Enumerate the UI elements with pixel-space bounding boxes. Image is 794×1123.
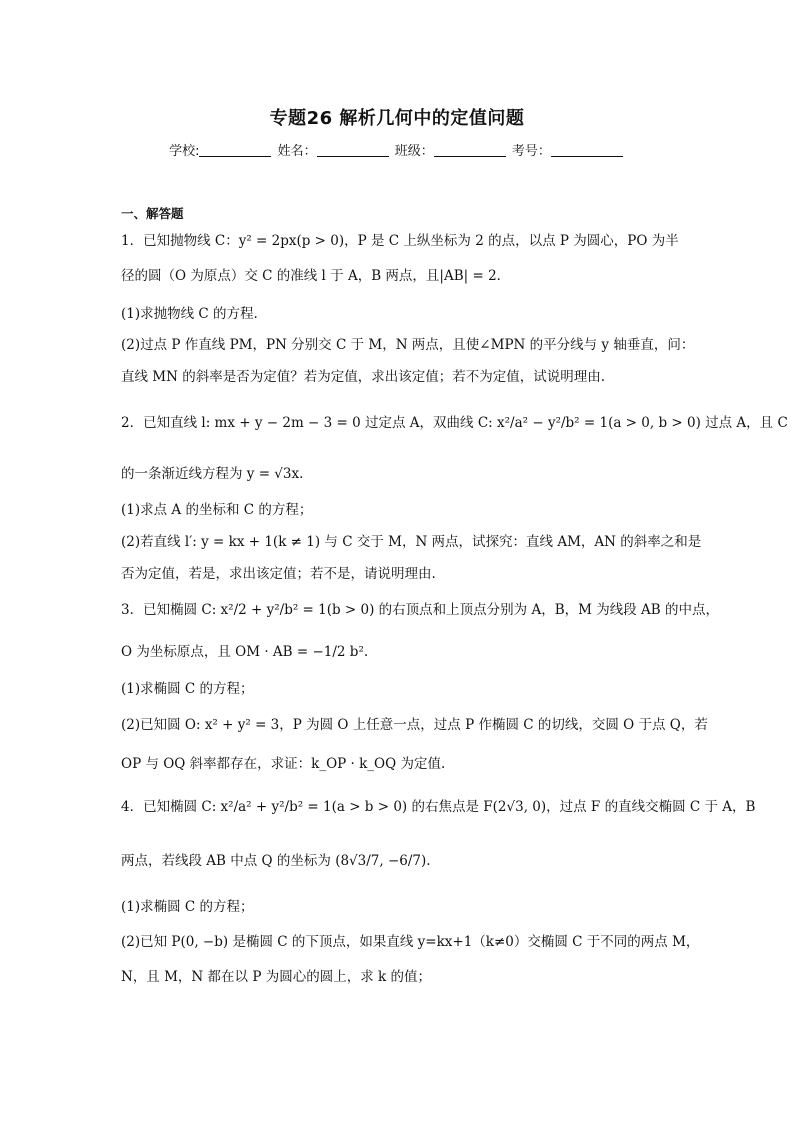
exam-number-blank[interactable] bbox=[551, 144, 623, 157]
problem-2-part-1: (1)求点 A 的坐标和 C 的方程； bbox=[121, 502, 313, 518]
problem-4-part-1: (1)求椭圆 C 的方程； bbox=[121, 899, 254, 915]
problem-3-part-1: (1)求椭圆 C 的方程； bbox=[121, 681, 254, 697]
problem-1-part-2-line-1: (2)过点 P 作直线 PM，PN 分别交 C 于 M，N 两点，且使∠MPN 的平分线与 y 轴垂直，问： bbox=[121, 337, 695, 353]
problem-1-part-2-line-2: 直线 MN 的斜率是否为定值？若为定值，求出该定值；若不为定值，试说明理由. bbox=[121, 369, 606, 385]
problem-3-part-2-line-1: (2)已知圆 O: x² + y² = 3，P 为圆 O 上任意一点，过点 P 作椭圆 C 的切线，交圆 O 于点 Q，若 bbox=[121, 717, 708, 733]
problem-4-part-2-line-2: N，且 M，N 都在以 P 为圆心的圆上，求 k 的值； bbox=[121, 969, 431, 985]
problem-2-part-2-line-1: (2)若直线 l′: y = kx + 1(k ≠ 1) 与 C 交于 M，N 两点，试探究：直线 AM，AN 的斜率之和是 bbox=[121, 534, 702, 550]
problem-2-part-2-line-2: 否为定值，若是，求出该定值；若不是，请说明理由. bbox=[121, 566, 436, 582]
problem-1-line-2: 径的圆（O 为原点）交 C 的准线 l 于 A，B 两点，且|AB| = 2． bbox=[121, 268, 511, 284]
info-fields bbox=[0, 140, 794, 159]
problem-4-line-2: 两点，若线段 AB 中点 Q 的坐标为 (8√3/7, −6/7). bbox=[121, 853, 431, 869]
name-blank[interactable] bbox=[317, 144, 389, 157]
name-label: 姓名： bbox=[277, 144, 317, 159]
problem-2-line-2: 的一条渐近线方程为 y = √3x. bbox=[121, 466, 304, 482]
problem-3-line-2: O 为坐标原点，且 OM · AB = −1/2 b². bbox=[121, 644, 369, 660]
class-blank[interactable] bbox=[434, 144, 506, 157]
school-label: 学校: bbox=[169, 144, 200, 159]
page-title: 专题26 解析几何中的定值问题 bbox=[269, 108, 525, 129]
problem-3-part-2-line-2: OP 与 OQ 斜率都存在，求证：k_OP · k_OQ 为定值. bbox=[121, 756, 446, 772]
problem-2-line-1: 2．已知直线 l: mx + y − 2m − 3 = 0 过定点 A，双曲线 C: x²/a² − y²/b² = 1(a > 0, b > 0) 过点 A，且 C bbox=[121, 415, 788, 431]
problem-1-line-1: 1．已知抛物线 C：y² = 2px(p > 0)，P 是 C 上纵坐标为 2 的点，以点 P 为圆心，PO 为半 bbox=[121, 233, 679, 249]
school-blank[interactable] bbox=[199, 144, 271, 157]
problem-4-part-2-line-1: (2)已知 P(0, −b) 是椭圆 C 的下顶点，如果直线 y=kx+1（k≠0）交椭圆 C 于不同的两点 M， bbox=[121, 934, 700, 950]
class-label: 班级： bbox=[394, 144, 434, 159]
problem-4-line-1: 4．已知椭圆 C: x²/a² + y²/b² = 1(a > b > 0) 的右焦点是 F(2√3, 0)，过点 F 的直线交椭圆 C 于 A，B bbox=[121, 799, 756, 815]
problem-3-line-1: 3．已知椭圆 C: x²/2 + y²/b² = 1(b > 0) 的右顶点和上顶点分别为 A，B，M 为线段 AB 的中点， bbox=[121, 602, 720, 618]
exam-number-label: 考号： bbox=[511, 144, 551, 159]
problem-1-part-1: (1)求抛物线 C 的方程. bbox=[121, 306, 258, 322]
section-heading: 一、解答题 bbox=[121, 206, 184, 221]
